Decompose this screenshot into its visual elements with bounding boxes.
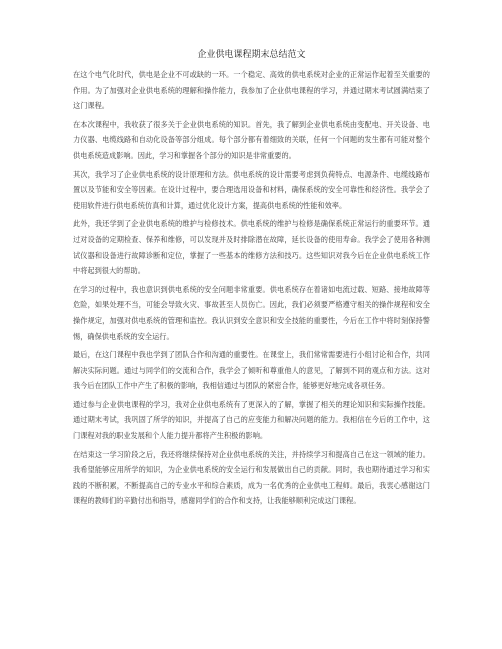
paragraph-4: 此外，我还学到了企业供电系统的维护与检修技术。供电系统的维护与检修是确保系统正常运行的重要环节。通过对设备的定期检查、保养和维修，可以发现并及时排除潜在故障，延长设备的使用寿命。我学会了使用各种测试仪器和设备进行故障诊断和定位，掌握了一些基本的维修方法和技巧。这些知识对我今后在企业供电系统工作中将起到很大的帮助。 <box>73 219 430 276</box>
document-title: 企业供电课程期末总结范文 <box>197 50 306 60</box>
paragraph-8: 在结束这一学习阶段之后，我还将继续保持对企业供电系统的关注，并持续学习和提高自己在这一领域的能力。我希望能够应用所学的知识，为企业供电系统的安全运行和发展做出自己的贡献。同时，我也期待通过学习和实践的不断积累，不断提高自己的专业水平和综合素质，成为一名优秀的企业供电工程师。最后，我衷心感谢这门课程的教师们的辛勤付出和指导，感谢同学们的合作和支持，让我能够顺利完成这门课程。 <box>73 449 430 506</box>
paragraph-7: 通过参与企业供电课程的学习，我对企业供电系统有了更深入的了解，掌握了相关的理论知识和实际操作技能。通过期末考试，我巩固了所学的知识，并提高了自己的应变能力和解决问题的能力。我相信在今后的工作中，这门课程对我的职业发展和个人能力提升都将产生积极的影响。 <box>73 399 430 441</box>
paragraph-6: 最后，在这门课程中我也学到了团队合作和沟通的重要性。在课堂上，我们常常需要进行小组讨论和合作，共同解决实际问题。通过与同学们的交流和合作，我学会了倾听和尊重他人的意见，了解到不同的观点和方法。这对我今后在团队工作中产生了积极的影响，我相信通过与团队的紧密合作，能够更好地完成各项任务。 <box>73 350 430 391</box>
document-page <box>73 49 430 512</box>
paragraph-3: 其次，我学习了企业供电系统的设计原理和方法。供电系统的设计需要考虑到负荷特点、电源条件、电缆线路布置以及节能和安全等因素。在设计过程中，要合理选用设备和材料，确保系统的安全可靠性和经济性。我学会了使用软件进行供电系统仿真和计算，通过优化设计方案，提高供电系统的性能和效率。 <box>73 169 430 210</box>
paragraph-5: 在学习的过程中，我也意识到供电系统的安全问题非常重要。供电系统存在着诸如电流过载、短路、接地故障等危险，如果处理不当，可能会导致火灾、事故甚至人员伤亡。因此，我们必须要严格遵守相关的操作规程和安全操作规定，加强对供电系统的管理和监控。我认识到安全意识和安全技能的重要性，今后在工作中将时刻保持警惕，确保供电系统的安全运行。 <box>73 284 430 341</box>
paragraph-2: 在本次课程中，我收获了很多关于企业供电系统的知识。首先，我了解到企业供电系统由变配电、开关设备、电力仪器、电缆线路和自动化设备等部分组成。每个部分都有着细致的关联，任何一个问题的发生都有可能对整个供电系统造成影响。因此，学习和掌握各个部分的知识是非常重要的。 <box>73 119 430 160</box>
paragraph-1: 在这个电气化时代，供电是企业不可或缺的一环。一个稳定、高效的供电系统对企业的正常运作起着至关重要的作用。为了加强对企业供电系统的理解和操作能力，我参加了企业供电课程的学习，并通过期末考试圆满结束了这门课程。 <box>73 70 430 111</box>
